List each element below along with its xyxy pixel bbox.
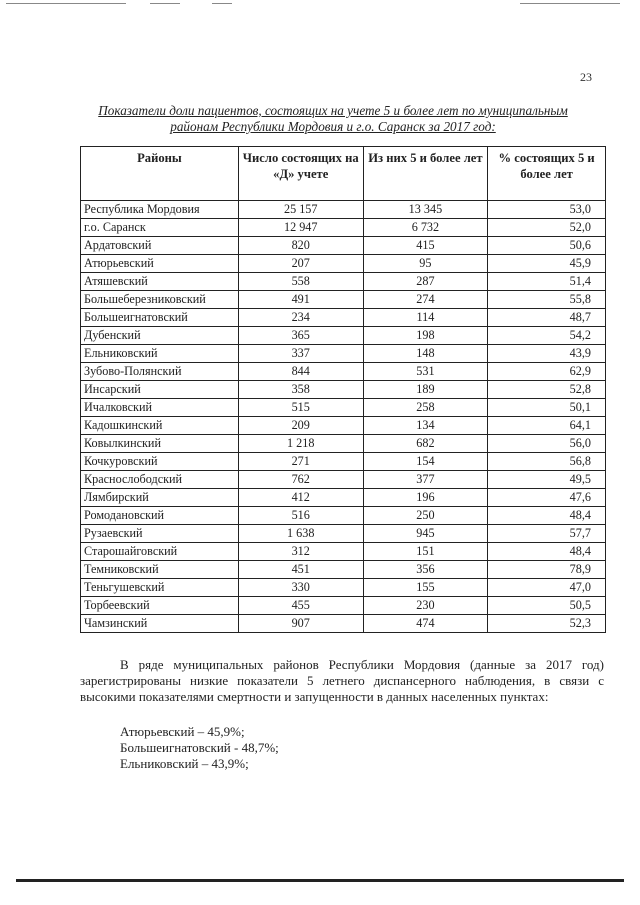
cell-registered: 491 xyxy=(238,291,363,309)
cell-district: Чамзинский xyxy=(81,615,239,633)
cell-percent: 52,3 xyxy=(488,615,606,633)
cell-five-years: 945 xyxy=(363,525,488,543)
cell-percent: 62,9 xyxy=(488,363,606,381)
header-district: Районы xyxy=(81,147,239,201)
cell-registered: 844 xyxy=(238,363,363,381)
cell-percent: 56,0 xyxy=(488,435,606,453)
table-row xyxy=(81,255,606,273)
cell-percent: 50,5 xyxy=(488,597,606,615)
table-row xyxy=(81,237,606,255)
table-row xyxy=(81,543,606,561)
cell-registered: 451 xyxy=(238,561,363,579)
cell-district: Темниковский xyxy=(81,561,239,579)
cell-district: Торбеевский xyxy=(81,597,239,615)
cell-registered: 455 xyxy=(238,597,363,615)
cell-percent: 57,7 xyxy=(488,525,606,543)
page-number: 23 xyxy=(580,70,592,84)
cell-registered: 209 xyxy=(238,417,363,435)
cell-five-years: 474 xyxy=(363,615,488,633)
cell-registered: 412 xyxy=(238,489,363,507)
table-title: Показатели доли пациентов, состоящих на учете 5 и более лет по муниципальным районам Республики Мордовия и г.о. Саранск за 2017 год: xyxy=(98,103,568,134)
cell-five-years: 134 xyxy=(363,417,488,435)
cell-district: Инсарский xyxy=(81,381,239,399)
cell-percent: 47,6 xyxy=(488,489,606,507)
cell-percent: 54,2 xyxy=(488,327,606,345)
data-table xyxy=(80,146,606,633)
cell-registered: 337 xyxy=(238,345,363,363)
cell-registered: 271 xyxy=(238,453,363,471)
cell-percent: 48,4 xyxy=(488,543,606,561)
cell-district: Рузаевский xyxy=(81,525,239,543)
cell-percent: 49,5 xyxy=(488,471,606,489)
cell-percent: 51,4 xyxy=(488,273,606,291)
table-header-row xyxy=(81,147,606,201)
cell-registered: 515 xyxy=(238,399,363,417)
cell-district: Теньгушевский xyxy=(81,579,239,597)
cell-registered: 558 xyxy=(238,273,363,291)
cell-percent: 55,8 xyxy=(488,291,606,309)
table-row xyxy=(81,273,606,291)
cell-five-years: 198 xyxy=(363,327,488,345)
cell-five-years: 95 xyxy=(363,255,488,273)
cell-registered: 365 xyxy=(238,327,363,345)
cell-district: Краснослободский xyxy=(81,471,239,489)
table-row xyxy=(81,291,606,309)
table-row xyxy=(81,219,606,237)
cell-five-years: 531 xyxy=(363,363,488,381)
summary-paragraph: В ряде муниципальных районов Республики Мордовия (данные за 2017 год) зарегистрированы низкие показатели 5 летнего диспансерного наблюдения, в связи с высокими показателями смертности и запущенности в данных населенных пунктах: xyxy=(80,657,604,704)
cell-district: г.о. Саранск xyxy=(81,219,239,237)
cell-percent: 48,4 xyxy=(488,507,606,525)
cell-district: Ичалковский xyxy=(81,399,239,417)
cell-registered: 907 xyxy=(238,615,363,633)
cell-percent: 50,6 xyxy=(488,237,606,255)
cell-five-years: 377 xyxy=(363,471,488,489)
cell-district: Ардатовский xyxy=(81,237,239,255)
cell-five-years: 682 xyxy=(363,435,488,453)
cell-percent: 64,1 xyxy=(488,417,606,435)
scan-artifact-top xyxy=(0,0,640,12)
cell-five-years: 287 xyxy=(363,273,488,291)
cell-district: Ельниковский xyxy=(81,345,239,363)
cell-five-years: 6 732 xyxy=(363,219,488,237)
cell-district: Кочкуровский xyxy=(81,453,239,471)
district-list xyxy=(120,724,279,772)
scan-artifact-bottom xyxy=(16,879,624,882)
cell-registered: 820 xyxy=(238,237,363,255)
table-row xyxy=(81,345,606,363)
table-row xyxy=(81,381,606,399)
cell-district: Дубенский xyxy=(81,327,239,345)
cell-percent: 48,7 xyxy=(488,309,606,327)
cell-district: Республика Мордовия xyxy=(81,201,239,219)
cell-five-years: 13 345 xyxy=(363,201,488,219)
table-row xyxy=(81,435,606,453)
cell-percent: 78,9 xyxy=(488,561,606,579)
cell-five-years: 154 xyxy=(363,453,488,471)
cell-percent: 52,0 xyxy=(488,219,606,237)
cell-registered: 207 xyxy=(238,255,363,273)
cell-registered: 762 xyxy=(238,471,363,489)
cell-five-years: 415 xyxy=(363,237,488,255)
list-item: Ельниковский – 43,9%; xyxy=(120,756,249,771)
cell-five-years: 274 xyxy=(363,291,488,309)
table-row xyxy=(81,489,606,507)
table-row xyxy=(81,579,606,597)
table-row xyxy=(81,201,606,219)
cell-registered: 12 947 xyxy=(238,219,363,237)
header-registered: Число состоящих на «Д» учете xyxy=(238,147,363,201)
cell-five-years: 114 xyxy=(363,309,488,327)
cell-five-years: 148 xyxy=(363,345,488,363)
cell-five-years: 189 xyxy=(363,381,488,399)
table-row xyxy=(81,363,606,381)
cell-registered: 516 xyxy=(238,507,363,525)
cell-district: Ромодановский xyxy=(81,507,239,525)
cell-district: Зубово-Полянский xyxy=(81,363,239,381)
cell-five-years: 151 xyxy=(363,543,488,561)
cell-five-years: 356 xyxy=(363,561,488,579)
cell-five-years: 258 xyxy=(363,399,488,417)
cell-district: Кадошкинский xyxy=(81,417,239,435)
header-percent: % состоящих 5 и более лет xyxy=(488,147,606,201)
cell-percent: 53,0 xyxy=(488,201,606,219)
cell-five-years: 155 xyxy=(363,579,488,597)
cell-percent: 43,9 xyxy=(488,345,606,363)
cell-percent: 56,8 xyxy=(488,453,606,471)
cell-registered: 312 xyxy=(238,543,363,561)
cell-percent: 52,8 xyxy=(488,381,606,399)
table-row xyxy=(81,453,606,471)
table-row xyxy=(81,525,606,543)
table-row xyxy=(81,507,606,525)
table-row xyxy=(81,417,606,435)
cell-district: Старошайговский xyxy=(81,543,239,561)
table-row xyxy=(81,399,606,417)
cell-district: Ковылкинский xyxy=(81,435,239,453)
cell-district: Большеигнатовский xyxy=(81,309,239,327)
table-row xyxy=(81,471,606,489)
table-row xyxy=(81,615,606,633)
cell-district: Лямбирский xyxy=(81,489,239,507)
table-row xyxy=(81,597,606,615)
table-row xyxy=(81,327,606,345)
cell-district: Атяшевский xyxy=(81,273,239,291)
cell-percent: 50,1 xyxy=(488,399,606,417)
cell-five-years: 230 xyxy=(363,597,488,615)
table-row xyxy=(81,561,606,579)
cell-registered: 234 xyxy=(238,309,363,327)
cell-percent: 45,9 xyxy=(488,255,606,273)
cell-district: Атюрьевский xyxy=(81,255,239,273)
cell-district: Большеберезниковский xyxy=(81,291,239,309)
list-item: Атюрьевский – 45,9%; xyxy=(120,724,245,739)
cell-registered: 358 xyxy=(238,381,363,399)
cell-percent: 47,0 xyxy=(488,579,606,597)
cell-registered: 1 638 xyxy=(238,525,363,543)
cell-five-years: 250 xyxy=(363,507,488,525)
cell-registered: 1 218 xyxy=(238,435,363,453)
cell-registered: 330 xyxy=(238,579,363,597)
header-five-years: Из них 5 и более лет xyxy=(363,147,488,201)
table-row xyxy=(81,309,606,327)
cell-five-years: 196 xyxy=(363,489,488,507)
cell-registered: 25 157 xyxy=(238,201,363,219)
list-item: Большеигнатовский - 48,7%; xyxy=(120,740,279,755)
